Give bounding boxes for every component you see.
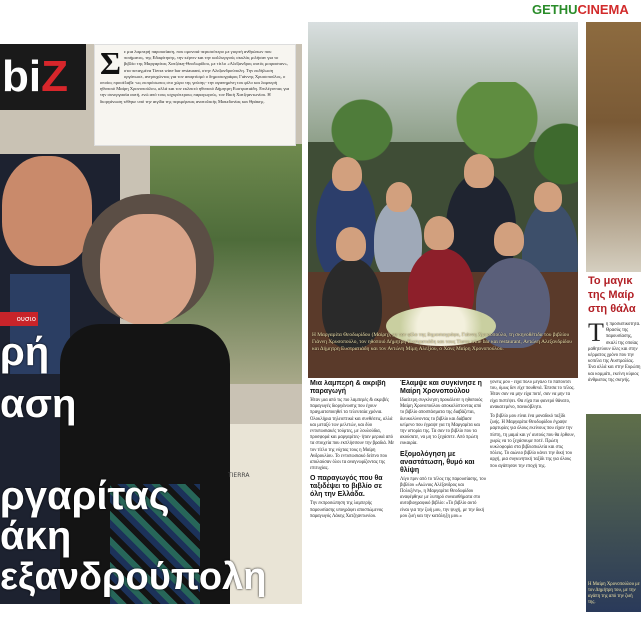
intro-text: ε μια λαμπερή παρουσίαση, που ομονοιά περισσότερο με γιορτή ανθρώπων που ποιήματος, της Εδαφίτησης, την κέρνιν και την καλλιεργούς σκυλάς μιλήσαν για το βιβλίο της Μαργαρίτας Χατζάκη-Θεοδωρίδου, με τίτλο «Αλέξανδρος αυτός μοιρασταν», στα πεταγμένα Tierra wine bar restaurant, στην Αλεξανδρούπολη. Την εκδήλωση οργάνωσε, ανησυχώντας για τον απαρτίσμό ο δημοσιογράφος Γιάννης Χρυσοπούλος, ο οποίος προσέλαβε -ως εκπρόσωπος στο χώρο της γεύσης- την αγαπημένη του φίλο και λαμπερή ηθοποιό Μαίρη Χρονοπούλου, αλλά και τον εκλεκτό ηθοποιό Δήμητρη Ευστρατιάδη. Επιλέγοντας για την συνεργασία αυτή, ενώ από τους ισχυρότερους παραγωγούς, τον Βική Χατζηαντωνίου. Η διοργάνωση τέθηκε υπό την αιγίδα της περιφέρειας ανατολικής Μακεδονίας και Θράκης. (100, 49, 290, 104)
headline-line-2: αση (0, 382, 77, 426)
column-1-paragraph-1: Ήταν μια από τις πιο λαμπερές & ακριβές παραγωγές διοργάνωσης που έχουν πραγματοποιηθεί τα τελευταία χρόνια. Ολοκλήρια τηλεοπτικά και συνθέσεις, αλλά και μεταξύ των μελετών, και δύο εντυπωσιακές τούρτες, με λουλούδια, προσφορά και μαργαρίτες- ήταν μερικά από τα στοιχεία που εκπλήσσουν την βραδιά. Με τον τίτλο της νύχτας τους η Μαίρη Ανδρουλίου. Το εντυπωσιακό δείπνο που απολαύσαν όλοι τα αναγνωρίζοντας της επιτυχίας. (310, 398, 395, 472)
column-1-heading-2: Ο παραγωγός που θα ταξιδέψει το βιβλίο σε όλη την Ελλάδα. (310, 475, 383, 499)
third-title-line-3: στη θάλα (588, 303, 636, 315)
group-photo (308, 22, 578, 378)
column-2-heading: Έλαμψε και συγκίνησε η Μαίρη Χρονοπούλου (400, 380, 482, 395)
red-tag: ουσιο (0, 312, 38, 326)
third-page-photo (586, 22, 641, 272)
third-title-line-1: Το μαγικ (588, 275, 633, 287)
column-2-heading-2: Εξομολόγηση με αναστάτωση, θυμό και θλίψη (400, 450, 475, 474)
column-3-paragraph-2: Το βιβλίο μου είναι ένα μοναδικό ταξίδι ζωής. Η Μαργαρίτα Θεοδωρίδου έγραψε μαρτυρίες για όλους εκείνους που είχαν την πίστη, τη μαμά και γι' αυτούς που θα έρθουν, χωρίς να το ξεχάσουμε ποτέ. Πρώτη κυκλοφορία στα βιβλιοπωλεία και στις πόλεις. Το αιώνιο βιβλίο κάνει την δική του αρχή, μια συγκινητική ταξίδι της για όλους που αγάπησαν την εποχή της. (490, 414, 575, 469)
third-page-title (588, 274, 641, 316)
logo-prefix: bi (2, 52, 42, 101)
person-7-face (494, 222, 524, 256)
third-title-line-2: της Μαίρ (588, 289, 635, 301)
headline-line-3: ργαρίτας (0, 474, 170, 518)
magazine-logo (0, 44, 86, 110)
column-3-paragraph-1: γονείς μου - είχα πολύ μεγάλο το παπούτσι του, όμως δεν είχε πουθενά. Έπεσα το τέλος. Ήταν σαν να μην είχα ποτέ, σαν να μην τα είχα πιστέψει. Θα είχα πιο φανερό θάνατο, ανακατεμένο, πανικόβλητο. (490, 380, 575, 410)
right-page (308, 22, 578, 612)
column-2-paragraph-2: Λίγο πριν από το τέλος της παρουσίασης, του βιβλίου «Αιώνιος Αλέξανδρος και Πολυξένη», η Μαργαρίτα Θεοδωρίδου αναφέρθηκε με λυπηρό συναισθήματα στο αυτοβιογραφικό βιβλίο: «Το βιβλίο αυτό είναι για την ζωή μου, την ψυχή, με την δική μου ζωή και την κατάληξη μου.» (400, 476, 486, 519)
person-2-face (386, 182, 412, 212)
logo-accent: Z (41, 52, 68, 101)
person-1-face (332, 157, 362, 191)
watermark-right: CINEMA (577, 2, 629, 17)
intro-text-box (94, 44, 296, 146)
man-face (2, 156, 92, 266)
article-text (308, 380, 578, 612)
intro-dropcap: Σ (100, 45, 121, 81)
watermark-left: GETHU (532, 2, 578, 17)
third-page-text (588, 322, 641, 412)
venue-sign: TIERRA (228, 472, 250, 479)
watermark-logo (532, 0, 641, 20)
woman-face (100, 214, 196, 326)
headline-line-1: ρή (0, 330, 50, 374)
third-text-body: η προσωπικότητα. Θρασύς της παρουσίασης, σκαλί της οποίας μαθητεύουν όλες και στην κέρματος χρόνο που την κοπέλα της Αυστραλίας. Ένα αλλά και στην Ευρώπη και κομμάτι, εκείνη κύριος άνθρωπος της σκηνής. (588, 322, 641, 383)
headline-line-5: εξανδρούπολη (0, 556, 267, 598)
person-4-face (534, 182, 562, 212)
person-6-face (424, 216, 454, 250)
third-page (586, 22, 641, 612)
text-column-2 (400, 380, 486, 612)
photo-caption: Η Μαργαρίτα Θεοδωρίδου (Μαίρη), με τον φίλο της δημοσιογράφο, Γιάννη Χρυσοπούλο, τη σκηνοθέτιδα του βιβλίου Γιάννη Χρυσοπούλο, τον ηθοποιό Δήμητρη Ευστρατιάδη και τους Tierra wine bar και restaurant, Αντώνη Αλεξανδρίδου και Δήμητρη Ευστρατιάδη και τον Αντώνη Μίμη Αλεξίου, ο Χανς Μαίρη Χρονοπούλου. (312, 332, 572, 352)
third-page-caption: Η Μαίρη Χρονοπούλου με τον Δημήτρη του, με την αγάπη της από την ζωή της. (588, 582, 640, 605)
person-3-face (464, 154, 494, 188)
third-dropcap: Τ (588, 322, 604, 347)
person-5-face (336, 227, 366, 261)
left-page (0, 44, 302, 604)
text-column-1 (310, 380, 396, 612)
column-1-paragraph-2: Την εκπροσώπηση της λαμπερής παρουσίασης υπογράφει αποσπώμενος παραγωγός Λάκης Χατζηαντωνίου. (310, 501, 384, 519)
headline-line-4: άκη (0, 514, 72, 558)
column-1-heading: Μια λαμπερή & ακριβή παραγωγή (310, 380, 386, 395)
column-2-paragraph-1: Ιδιαίτερη συγκίνηση προκάλεσε η ηθοποιός Μαίρη Χρονοπούλου αποκαλύπτοντας από το βιβλίο αποσπάσματα της διαβάζεται, διευκολύνοντας το βιβλίο και διάβασε κείμενο που έγραψε για τη Μαργαρίτα και την ιστορία της. Τα σαν το βιβλίο που τα ακούσατε, να μη το ξεχάσετε. Από πρώτη ευκαιρία. (400, 398, 483, 447)
text-column-3 (490, 380, 576, 612)
